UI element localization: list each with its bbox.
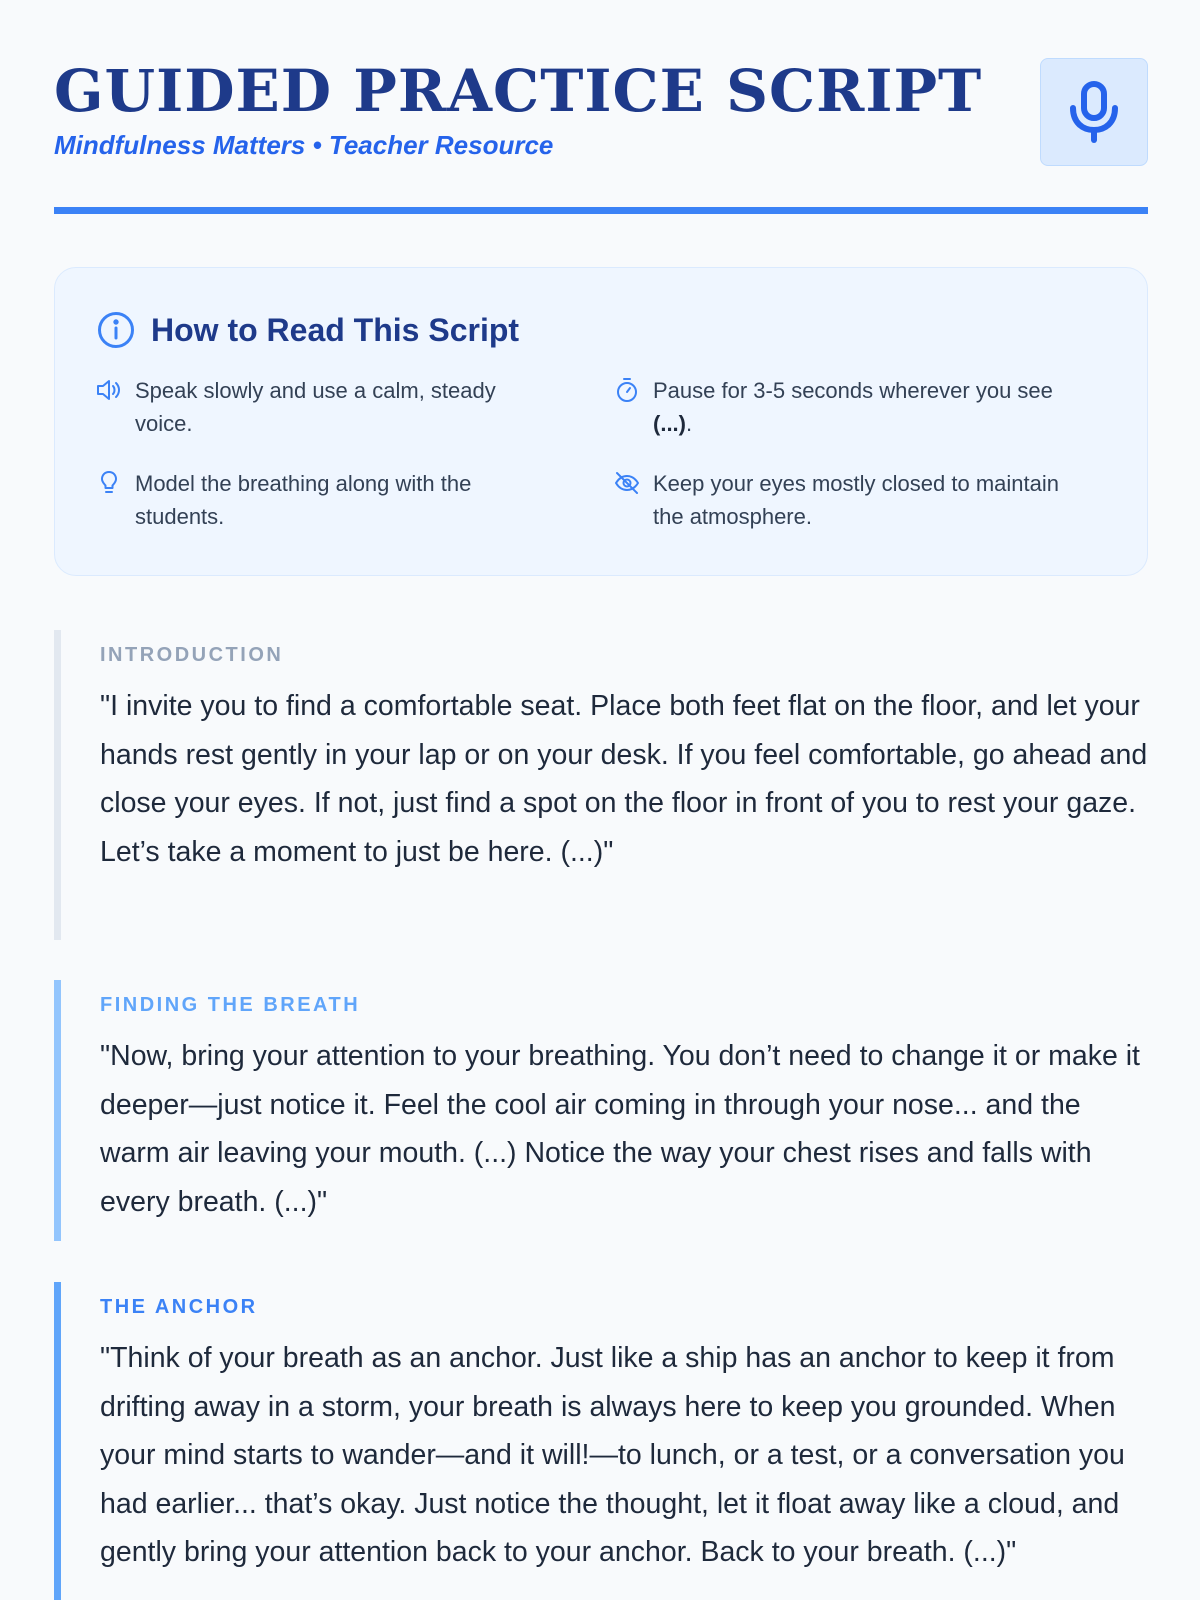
- tip-eyes-closed: [613, 467, 1073, 533]
- script-section-the-anchor: [54, 1282, 1148, 1600]
- script-section-finding-the-breath: [54, 980, 1148, 1241]
- microphone-button[interactable]: [1040, 58, 1148, 166]
- tip-speak-slowly: [95, 374, 555, 440]
- section-text: "I invite you to find a comfortable seat. Place both feet flat on the floor, and let your hands rest gently in your lap or on your desk. If you feel comfortable, go ahead and close your eyes. If not, just find a spot on the floor in front of you to rest your gaze. Let’s take a moment to just be here. (...)": [100, 690, 1148, 868]
- section-label: INTRODUCTION: [100, 644, 284, 666]
- tip-pause: [613, 374, 1073, 440]
- volume-icon: [95, 376, 123, 404]
- tip-text: Keep your eyes mostly closed to maintain the atmosphere.: [653, 471, 1059, 529]
- timer-icon: [613, 376, 641, 404]
- script-section-introduction: [54, 630, 1148, 940]
- page: [54, 0, 1148, 1600]
- reading-instructions-box: [54, 267, 1148, 576]
- eye-off-icon: [613, 469, 641, 497]
- info-circle-icon: [97, 311, 135, 349]
- tip-text: Model the breathing along with the students.: [135, 471, 472, 529]
- instructions-title: How to Read This Script: [151, 312, 520, 348]
- tip-text: Pause for 3-5 seconds wherever you see (...).: [653, 378, 1053, 436]
- pause-marker: (...): [653, 411, 686, 436]
- section-text: "Now, bring your attention to your breathing. You don’t need to change it or make it deeper—just notice it. Feel the cool air coming in through your nose... and the warm air leaving your mouth. (...) Notice the way your chest rises and falls with every breath. (...)": [100, 1040, 1140, 1218]
- page-title: GUIDED PRACTICE SCRIPT: [54, 57, 983, 125]
- section-text: "Think of your breath as an anchor. Just like a ship has an anchor to keep it from drifting away in a storm, your breath is always here to keep you grounded. When your mind starts to wander—and it will!—to lunch, or a test, or a conversation you had earlier... that’s okay. Just notice the thought, let it float away like a cloud, and gently bring your attention back to your anchor. Back to your breath. (...)": [100, 1342, 1125, 1568]
- tip-model-breathing: [95, 467, 555, 533]
- microphone-icon: [1069, 81, 1119, 143]
- header: [54, 56, 1148, 172]
- section-label: THE ANCHOR: [100, 1296, 258, 1318]
- header-divider: [54, 207, 1148, 214]
- page-subtitle: Mindfulness Matters • Teacher Resource: [54, 130, 554, 160]
- tip-text: Speak slowly and use a calm, steady voice.: [135, 378, 496, 436]
- instructions-header: [97, 308, 519, 352]
- lightbulb-icon: [95, 469, 123, 497]
- section-label: FINDING THE BREATH: [100, 994, 361, 1016]
